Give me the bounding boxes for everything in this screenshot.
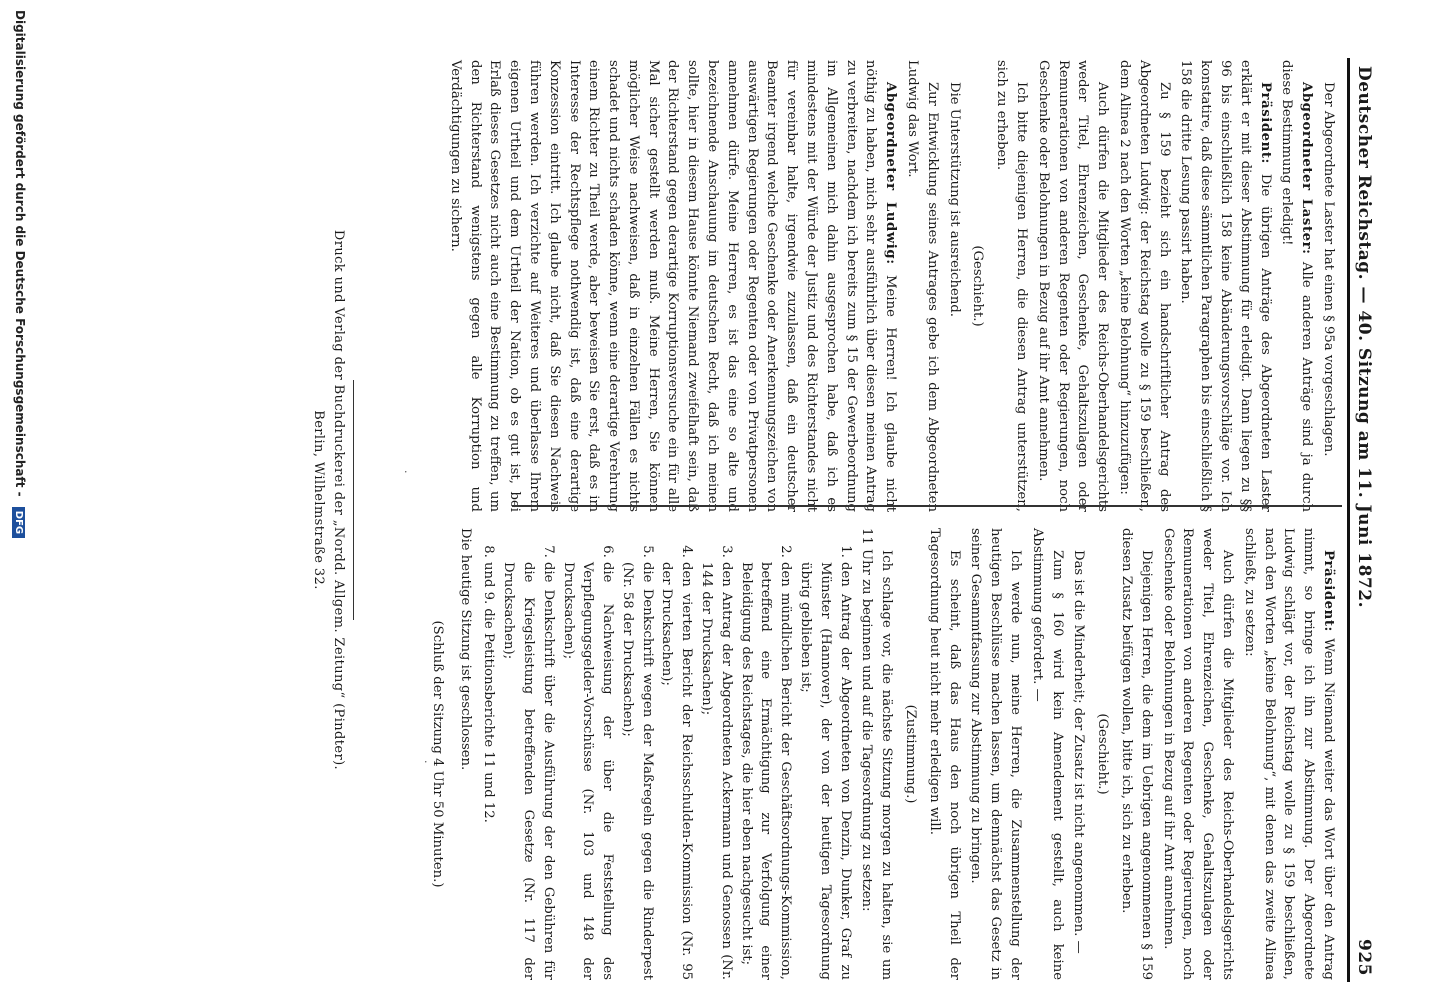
speaker-name: Präsident: [1257, 82, 1273, 165]
right-column [427, 528, 1338, 980]
closing-note: (Schluß der Sitzung 4 Uhr 50 Minuten.) [429, 620, 445, 888]
closing-line: Die heutige Sitzung ist geschlossen. [457, 528, 473, 771]
speaker-name: Abgeordneter Ludwig: [883, 82, 899, 265]
paragraph [1033, 60, 1112, 512]
page-number: 925 [1354, 939, 1374, 976]
paragraph-text: Wenn Niemand weiter das Wort über den Antrag nimmt, so bringe ich ihn zur Abstimmung. Der Abgeordnete Ludwig schlägt vor, der Reichstag wolle zu § 159 beschließen, nach den Worten „keine Belohnung“, mit denen das zweite Alinea schließt, zu setzen: [1241, 528, 1336, 980]
paragraph-text: Das ist die Minderheit; der Zusatz ist nicht angenommen. — [1071, 550, 1087, 954]
paragraph-text: Ich schlage vor, die nächste Sitzung morgen zu halten, sie um 11 Uhr zu beginnen und auf die Tagesordnung zu setzen: [859, 528, 895, 980]
agenda-item: 4. den vierten Bericht der Reichsschulden-Kommission (Nr. 95 der Drucksachen); [657, 562, 697, 980]
paragraph-text: Auch dürfen die Mitglieder des Reichs-Oberhandelsgerichts weder Titel, Ehrenzeichen, Geschenke, Gehaltszulagen oder Remunerationen von anderen Regenten oder Regierungen, noch Geschenke oder Belohnungen in Bezug auf ihr Amt annehmen. [1160, 528, 1236, 980]
stage-direction [1092, 528, 1112, 980]
agenda-item: 6. die Nachweisung der über die Feststellung des Verpflegungsgelder-Vorschüsse (Nr. 103 und 148 der Drucksachen); [558, 562, 617, 980]
paragraph [991, 60, 1031, 512]
paragraph-text: Zum § 160 wird kein Amendement gestellt, auch keine Abstimmung gefordert. — [1029, 528, 1065, 980]
imprint-rule [353, 380, 354, 620]
header-rule [1347, 58, 1350, 982]
agenda-item: 1. den Antrag der Abgeordneten von Denzin, Dunker, Graf zu Münster (Hannover), der von der heutigen Tagesordnung übrig geblieben ist; [795, 562, 854, 980]
paragraph [1116, 528, 1156, 980]
paragraph-text: Der Abgeordnete Laster hat einen § 95a vorgeschlagen. [1321, 82, 1336, 457]
paragraph [1318, 60, 1338, 512]
paragraph [445, 60, 900, 512]
agenda-item: 5. die Denkschrift wegen der Maßregeln gegen die Rinderpest (Nr. 58 der Drucksachen); [617, 562, 657, 980]
imprint-line-1: Druck und Verlag der Buchdruckerei der „Nordd. Allgem. Zeitung“ (Pindter). [331, 229, 346, 771]
paragraph [1239, 528, 1338, 980]
paragraph-text: Es scheint, daß das Haus den noch übrigen Theil der Tagesordnung heut nicht mehr erledigen will. [926, 528, 962, 980]
paragraph-text: Alle anderen Anträge sind ja durch diese Bestimmung erledigt! [1279, 60, 1315, 512]
speaker-name: Abgeordneter Laster: [1299, 82, 1315, 255]
paragraph [966, 528, 1025, 980]
paragraph-text: (Geschieht.) [970, 245, 986, 327]
paragraph [1277, 60, 1317, 512]
paragraph [1027, 528, 1067, 980]
paragraph-text: Meine Herren! Ich glaube nicht nöthig zu haben, mich sehr ausführlich über diesen meinen Antrag zu verbreiten, nachdem ich bereits zum § 15 der Gewerbeordnung im Allgemeinen mich dahin ausgesprochen habe, daß ich es mindestens mit der Würde der Justiz und des Richterstandes nicht für vereinbar halte, irgendwie zuzulassen, daß ein deutscher Beamter irgend welche Geschenke oder Anerkennungszeichen von auswärtigen Regierungen oder Regenten oder von Privatpersonen annehmen dürfe. Meine Herren, es ist das eine so alte und bezeichnende Anschauung im deutschen Recht, daß ich meinen sollte, hier in diesem Hause könnte Niemand zweifelhaft sein, daß der Richterstand gegen derartige Korruptionsversuche ein für alle Mal sicher gestellt werden muß. Meine Herren, Sie können möglicher Weise nachweisen, daß in einzelnen Fällen es nichts schadet und nichts schaden könne, wenn eine derartige Verehrung einem Richter zu Theil werde, aber beweisen Sie erst, daß es im Interesse der Rechtspflege nothwendig ist, daß eine derartige Konzession eintritt. Ich glaube nicht, daß Sie diesen Nachweis führen werden. Ich verzichte auf Weiteres und überlasse Ihrem eigenen Urtheil und dem Urtheil der Nation, ob es gut ist, bei Erlaß dieses Gesetzes nicht auch eine Bestimmung zu treffen, um den Richterstand wenigstens gegen alle Korruption und Verdächtigungen zu sichern. [447, 60, 899, 512]
paragraph-text: Auch dürfen die Mitglieder des Reichs-Oberhandelsgerichts weder Titel, Ehrenzeichen, Geschenke, Gehaltszulagen oder Remunerationen von anderen Regenten oder Regierungen, noch Geschenke oder Belohnungen in Bezug auf ihr Amt annehmen. [1035, 60, 1111, 512]
agenda-item: 8. und 9. die Petitionsberichte 11 und 12. [479, 562, 499, 980]
agenda-item: 3. den Antrag der Abgeordneten Ackermann und Genossen (Nr. 144 der Drucksachen); [696, 562, 736, 980]
paragraph [902, 60, 942, 512]
paragraph-text: Die Unterstützung ist ausreichend. [946, 82, 962, 317]
agenda-item: 2. den mündlichen Bericht der Geschäftsordnungs-Kommission, betreffend eine Ermächtigung zur Verfolgung einer Beleidigung des Reichstages, die hier eben nachgesucht ist; [736, 562, 795, 980]
left-column [443, 60, 1338, 512]
paragraph-text: (Geschieht.) [1095, 713, 1111, 795]
paragraph [944, 60, 964, 512]
stage-direction [900, 528, 920, 980]
imprint-line-2: Berlin, Wilhelmstraße 32. [311, 410, 326, 590]
paragraph [924, 528, 964, 980]
funding-note [12, 10, 27, 970]
dfg-logo: DFG [12, 507, 25, 538]
agenda-list [479, 528, 855, 980]
scan-speck: · [419, 760, 432, 764]
paragraph [1114, 60, 1173, 512]
paragraph [1176, 60, 1275, 512]
paragraph [1158, 528, 1237, 980]
speaker-name: Präsident: [1321, 550, 1336, 633]
agenda-item: 7. die Denkschrift über die Ausführung der den Gebühren für die Kriegsleistung betreffenden Gesetze (Nr. 117 der Drucksachen); [498, 562, 557, 980]
paragraph-text: Zur Entwicklung seines Antrages gebe ich dem Abgeordneten Ludwig das Wort. [905, 60, 940, 512]
paragraph [857, 528, 897, 980]
paragraph-text: Diejenigen Herren, die dem im Uebrigen angenommenen § 159 diesen Zusatz beifügen wollen, bitte ich, sich zu erheben. [1119, 528, 1154, 980]
paragraph-text: Ich bitte diejenigen Herren, die diesen Antrag unterstützen, sich zu erheben. [994, 60, 1030, 512]
paragraph-text: Ich werde nun, meine Herren, die Zusammenstellung der heutigen Beschlüsse machen lassen, um demnächst das Gesetz in seiner Gesammtfassung zur Abstimmung zu bringen. [968, 528, 1024, 980]
paragraph-text: (Zustimmung.) [903, 704, 919, 804]
paragraph [1069, 528, 1089, 980]
funding-text: Digitalisierung gefördert durch die Deutsche Forschungsgemeinschaft - [13, 10, 27, 497]
header-running-title: Deutscher Reichstag. — 40. Sitzung am 11. Juni 1872. [1354, 66, 1374, 608]
paragraph-text: Die übrigen Anträge des Abgeordneten Laster erklärt er mit dieser Abstimmung für erledigt. Dann liegen zu §§ 96 bis einschließlich 158 keine Abänderungsvorschläge vor. Ich konstatire, daß diese sämmtlichen Paragraphen bis einschließlich § 158 die dritte Lesung passirt haben. [1178, 60, 1273, 512]
stage-direction [968, 60, 988, 512]
column-divider [512, 505, 1342, 507]
paragraph-text: Zu § 159 bezieht sich ein handschriftlicher Antrag des Abgeordneten Ludwig: der Reichstag wolle zu § 159 beschließen, dem Alinea 2 nach den Worten „keine Belohnung“ hinzuzufügen: [1117, 60, 1172, 512]
scan-speck: · [399, 470, 412, 474]
